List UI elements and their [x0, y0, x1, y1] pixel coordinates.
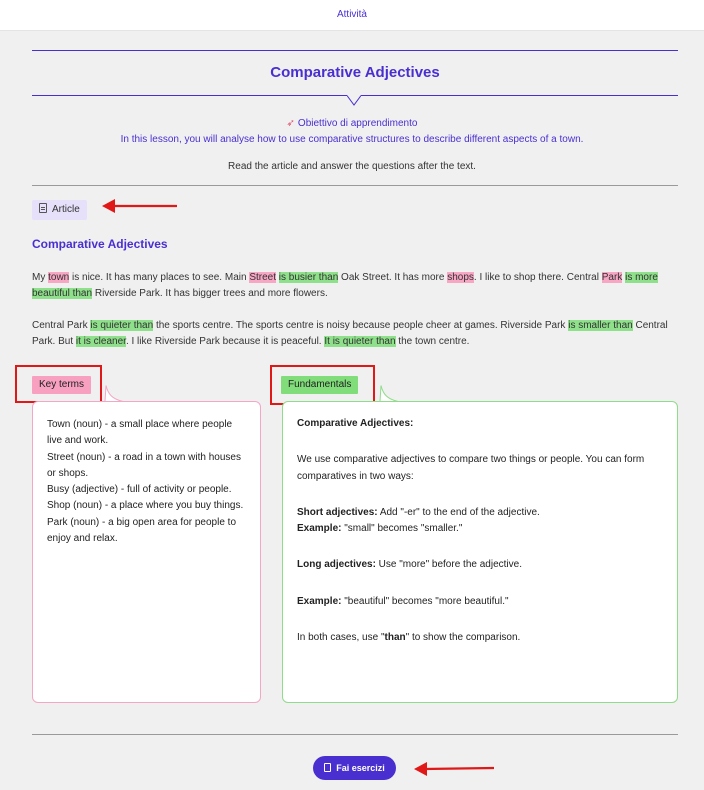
highlight-pink: shops — [447, 272, 474, 283]
highlight-pink: town — [48, 272, 70, 283]
objective-label: Obiettivo di apprendimento — [297, 118, 418, 129]
do-exercises-button[interactable] — [313, 756, 396, 780]
example-1 — [297, 521, 663, 537]
spacer — [297, 610, 663, 630]
text: Riverside Park. It has bigger trees and more flowers. — [92, 288, 328, 299]
short-adjectives-rule — [297, 505, 663, 521]
document-icon — [324, 763, 331, 772]
instructions: Read the article and answer the questions after the text. — [228, 161, 476, 172]
example-2-text: "beautiful" becomes "more beautiful." — [341, 595, 509, 607]
key-terms-card — [32, 401, 261, 703]
divider — [32, 185, 678, 186]
annotation-arrow-cta — [410, 760, 496, 778]
article-tag[interactable] — [32, 200, 87, 220]
highlight-green: is quieter than — [90, 320, 154, 331]
highlight-green: is busier than — [278, 272, 339, 283]
fundamentals-heading: Comparative Adjectives: — [297, 418, 414, 429]
short-adjectives-label: Short adjectives: — [297, 506, 378, 518]
long-adjectives-label: Long adjectives: — [297, 559, 376, 571]
objective-heading — [0, 118, 704, 129]
divider — [32, 734, 678, 735]
highlight-green: is more beautiful than — [32, 272, 658, 299]
spacer — [297, 574, 663, 594]
text: " to show the comparison. — [405, 632, 521, 644]
title-rule-top — [32, 50, 678, 51]
highlight-green: it is cleaner — [75, 336, 126, 347]
text: the sports centre. The sports centre is noisy because people cheer at games. Riverside Park — [153, 320, 569, 331]
long-adjectives-text: Use "more" before the adjective. — [375, 559, 522, 571]
top-bar — [0, 0, 704, 31]
fundamentals-intro: We use comparative adjectives to compare two things or people. You can form comparatives in two ways: — [297, 454, 645, 482]
fundamentals-card — [282, 401, 678, 703]
do-exercises-label: Fai esercizi — [336, 763, 385, 773]
tab-attivita[interactable]: Attività — [336, 9, 367, 20]
text: the town centre. — [395, 336, 470, 347]
text: Central Park. But — [32, 320, 668, 347]
example-label: Example: — [297, 595, 342, 607]
spacer — [297, 485, 663, 505]
text: In both cases, use " — [297, 632, 385, 644]
fundamentals-closing — [297, 630, 663, 646]
text: . I like Riverside Park because it is peaceful. — [125, 336, 325, 347]
key-term: Street (noun) - a road in a town with houses or shops. — [47, 451, 241, 479]
key-terms-tag: Key terms — [32, 376, 91, 394]
example-label: Example: — [297, 523, 342, 535]
article-paragraph-2 — [32, 318, 676, 350]
article-tag-label: Article — [52, 204, 80, 215]
annotation-box-key-terms — [15, 365, 102, 403]
key-term: Shop (noun) - a place where you buy things. — [47, 500, 244, 512]
short-adjectives-text: Add "-er" to the end of the adjective. — [377, 506, 540, 518]
page-title: Comparative Adjectives — [270, 64, 440, 81]
title-notch — [347, 95, 361, 106]
fundamentals-tag: Fundamentals — [281, 376, 358, 394]
highlight-green: is smaller than — [568, 320, 633, 331]
spacer — [297, 432, 663, 452]
annotation-arrow-article — [99, 197, 179, 215]
article-heading: Comparative Adjectives — [32, 237, 168, 251]
highlight-pink: Street — [249, 272, 277, 283]
highlight-green: It is quieter than — [324, 336, 396, 347]
key-term: Busy (adjective) - full of activity or people. — [47, 484, 232, 496]
spacer — [297, 537, 663, 557]
key-terms-card-tail — [102, 385, 124, 402]
dart-icon: ➶ — [286, 118, 295, 129]
highlight-pink: Park — [601, 272, 623, 283]
text: My — [32, 272, 49, 283]
key-term: Town (noun) - a small place where people live and work. — [47, 419, 233, 447]
fundamentals-card-tail — [377, 385, 399, 402]
than-keyword: than — [384, 632, 406, 644]
text: is nice. It has many places to see. Main — [69, 272, 250, 283]
text: Central Park — [32, 320, 91, 331]
document-icon — [39, 203, 47, 213]
text: . I like to shop there. Central — [473, 272, 602, 283]
annotation-box-fundamentals — [270, 365, 375, 405]
example-1-text: "small" becomes "smaller." — [341, 523, 463, 535]
example-2 — [297, 594, 663, 610]
key-term: Park (noun) - a big open area for people to enjoy and relax. — [47, 516, 237, 545]
long-adjectives-rule — [297, 557, 663, 573]
objective-text: In this lesson, you will analyse how to use comparative structures to describe different aspects of a town. — [120, 134, 584, 145]
article-paragraph-1 — [32, 270, 676, 302]
text: Oak Street. It has more — [338, 272, 448, 283]
